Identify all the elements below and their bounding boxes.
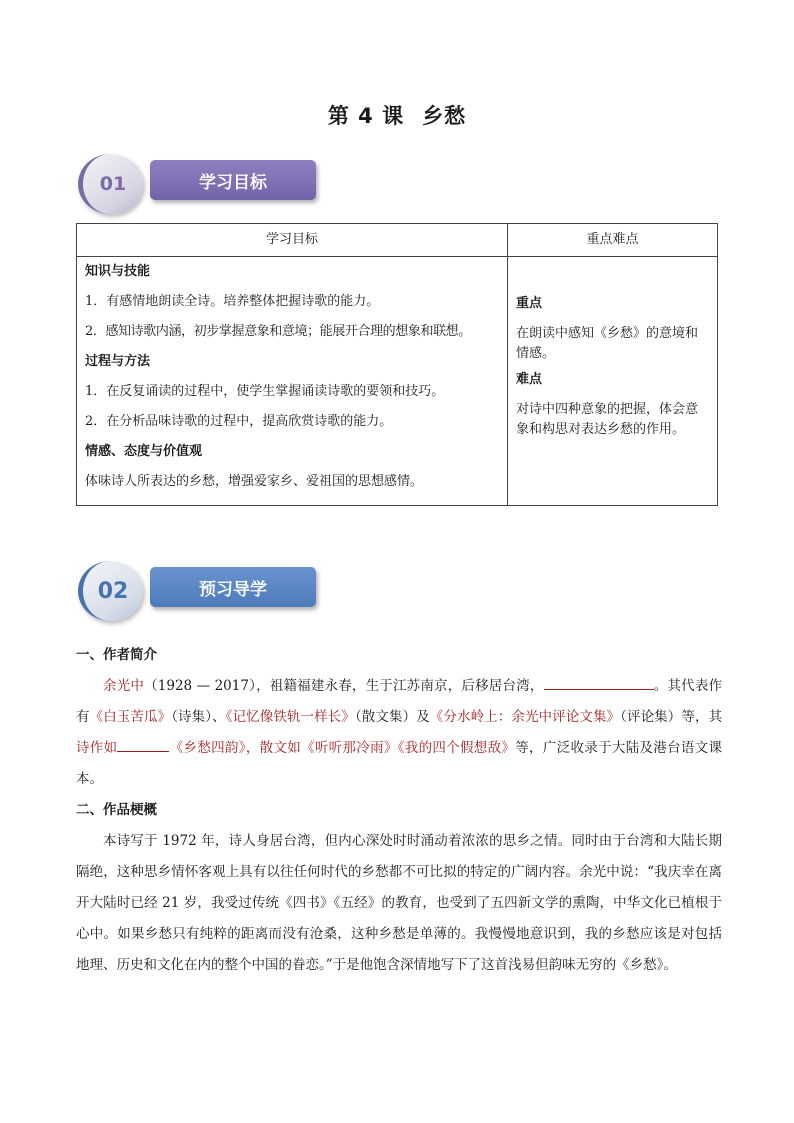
- knowledge-title: 知识与技能: [85, 264, 151, 279]
- section-label: 学习目标: [150, 160, 316, 200]
- key-text: 在朗读中感知《乡愁》的意境和情感。: [516, 326, 699, 362]
- knowledge-item: 2．感知诗歌内涵，初步掌握意象和意境；能展开合理的想象和联想。: [85, 324, 471, 339]
- fill-blank[interactable]: [544, 673, 654, 690]
- preview-content: [76, 640, 722, 981]
- header-key-points: 重点难点: [508, 224, 718, 257]
- knowledge-item: 1．有感情地朗读全诗。培养整体把握诗歌的能力。: [85, 294, 380, 309]
- process-item: 1．在反复诵读的过程中，使学生掌握诵读诗歌的要领和技巧。: [85, 384, 445, 399]
- emotion-text: 体味诗人所表达的乡愁，增强爱家乡、爱祖国的思想感情。: [85, 474, 424, 489]
- prose-works: 《听听那冷雨》《我的四个假想敌》: [301, 740, 516, 756]
- header-objectives: 学习目标: [77, 224, 508, 257]
- lesson-name: 乡愁: [422, 104, 467, 128]
- table-header-row: [77, 224, 718, 257]
- author-name: 余光中: [103, 678, 145, 694]
- work-title: 《白玉苦瓜》: [89, 709, 172, 725]
- emotion-title: 情感、态度与价值观: [85, 444, 203, 459]
- objectives-cell: [77, 257, 508, 506]
- lesson-number: 第 4 课: [327, 104, 405, 128]
- fill-blank[interactable]: [117, 735, 169, 752]
- author-text: 。其代表作有: [76, 678, 723, 725]
- work-type: （散文集）及: [354, 709, 430, 725]
- key-points-cell: [508, 257, 718, 506]
- author-heading: 一、作者简介: [76, 647, 157, 663]
- objectives-table: [76, 223, 718, 506]
- poem-label: 诗作如: [76, 740, 118, 756]
- author-paragraph: [76, 671, 722, 795]
- difficulty-title: 难点: [516, 372, 543, 388]
- difficulty-text: 对诗中四种意象的把握，体会意象和构思对表达乡愁的作用。: [516, 402, 699, 438]
- author-intro: （1928 — 2017），祖籍福建永春，生于江苏南京，后移居台湾，: [144, 678, 544, 694]
- key-title: 重点: [516, 296, 543, 311]
- work-type: （评论集）等，其: [620, 709, 723, 725]
- overview-heading: 二、作品梗概: [76, 802, 157, 818]
- work-title: 《记忆像铁轨一样长》: [225, 709, 355, 725]
- poem-work: 《乡愁四韵》: [169, 740, 246, 756]
- process-item: 2．在分析品味诗歌的过程中，提高欣赏诗歌的能力。: [85, 414, 393, 429]
- page-title: [0, 100, 794, 130]
- overview-paragraph: 本诗写于 1972 年，诗人身居台湾，但内心深处时时涌动着浓浓的思乡之情。同时由于台湾和大陆长期隔绝，这种思乡情怀客观上具有以往任何时代的乡愁都不可比拟的特定的广阔内容。余光中说：“我庆幸在离开大陆时已经 21 岁，我受过传统《四书》《五经》的教育，也受到了五四新文学的熏陶，中华文化已植根于心中。如果乡愁只有纯粹的距离而没有沧桑，这种乡愁是单薄的。我慢慢地意识到，我的乡愁应该是对包括地理、历史和文化在内的整个中国的眷恋。”于是他饱含深情地写下了这首浅易但韵味无穷的《乡愁》。: [76, 833, 722, 973]
- section-number-badge: 02: [78, 561, 143, 621]
- section-number-badge: 01: [78, 154, 143, 214]
- process-title: 过程与方法: [85, 354, 151, 369]
- work-type: （诗集）、: [171, 709, 226, 725]
- prose-label: ，散文如: [245, 740, 302, 756]
- section-label: 预习导学: [150, 567, 316, 607]
- author-ending: 等，广泛收录于大陆及港台语文课本。: [76, 740, 723, 787]
- table-body-row: [77, 257, 718, 506]
- work-title: 《分水岭上：余光中评论文集》: [429, 709, 621, 725]
